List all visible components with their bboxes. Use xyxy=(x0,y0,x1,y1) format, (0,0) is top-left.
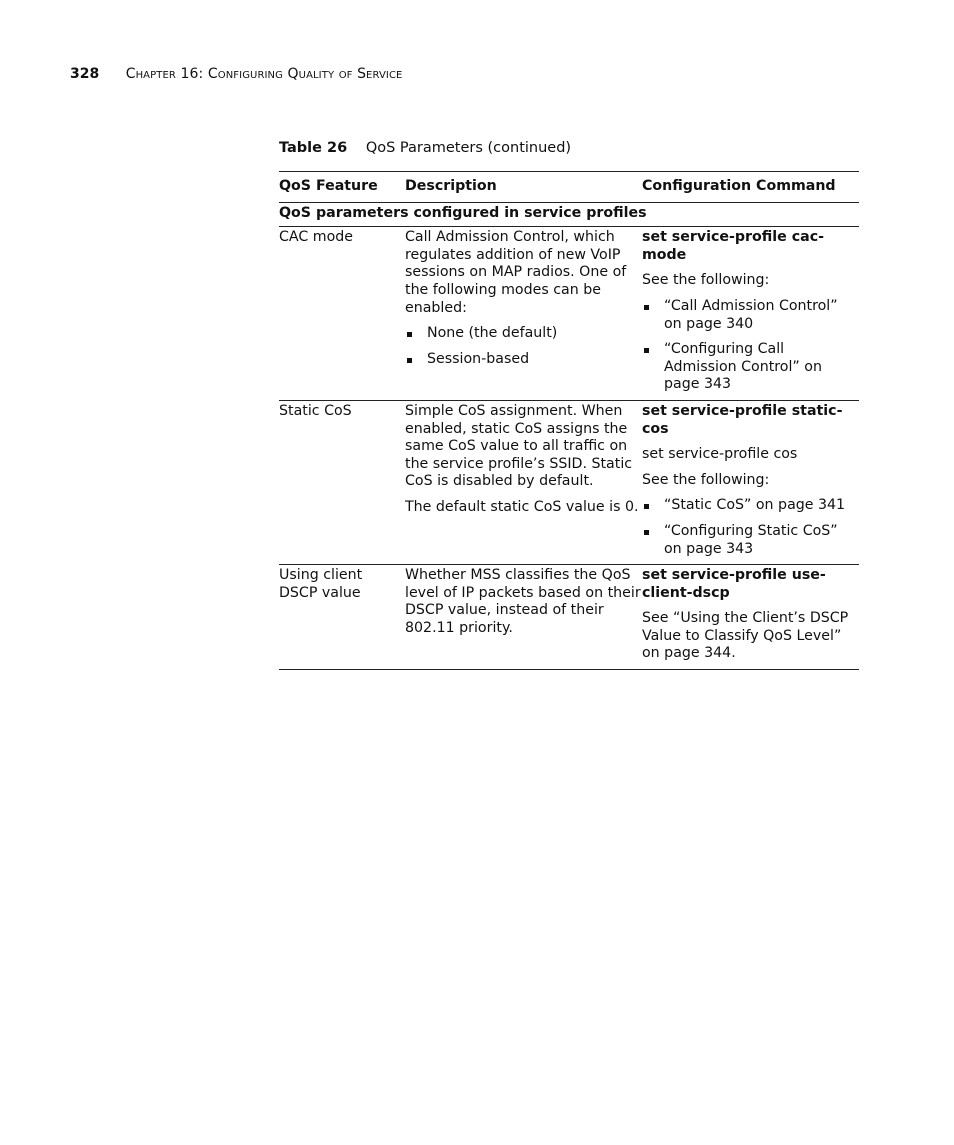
page-header xyxy=(70,66,402,82)
column-header-command: Configuration Command xyxy=(642,178,836,194)
table-header-row xyxy=(279,172,859,202)
table-label: Table 26 xyxy=(279,140,348,156)
feature-cell: Static CoS xyxy=(279,402,352,419)
description-bullet: Session-based xyxy=(405,351,642,369)
command-cell xyxy=(642,403,859,558)
description-cell xyxy=(405,567,642,663)
see-text: See “Using the Client’s DSCP Value to Classify QoS Level” on page 344. xyxy=(642,610,849,662)
reference-bullet: “Static CoS” on page 341 xyxy=(642,497,859,515)
table-row xyxy=(279,565,859,669)
table-row xyxy=(279,227,859,400)
command-cell xyxy=(642,567,859,663)
description-cell xyxy=(405,229,642,394)
section-heading: QoS parameters configured in service profiles xyxy=(279,204,647,221)
command-cell xyxy=(642,229,859,394)
description-text: The default static CoS value is 0. xyxy=(405,498,639,515)
description-cell xyxy=(405,403,642,558)
command-text: set service-profile use-client-dscp xyxy=(642,567,826,601)
feature-cell: Using client DSCP value xyxy=(279,567,363,601)
description-text: Call Admission Control, which regulates addition of new VoIP sessions on MAP radios. One of the following modes can be enabled: xyxy=(405,229,627,316)
description-bullet: None (the default) xyxy=(405,325,642,343)
column-header-description: Description xyxy=(405,178,497,194)
reference-bullet: “Call Admission Control” on page 340 xyxy=(642,298,859,333)
reference-bullet: “Configuring Static CoS” on page 343 xyxy=(642,523,859,558)
command-text: set service-profile static-cos xyxy=(642,402,843,437)
table-row xyxy=(279,401,859,564)
chapter-title: Chapter 16: Configuring Quality of Service xyxy=(125,66,403,82)
command-text: set service-profile cac-mode xyxy=(642,229,825,263)
command-text: set service-profile cos xyxy=(642,446,798,463)
qos-parameters-table xyxy=(279,171,859,670)
page-number: 328 xyxy=(70,66,100,82)
description-text: Whether MSS classifies the QoS level of IP packets based on their DSCP value, instead of their 802.11 priority. xyxy=(405,567,641,636)
reference-bullet: “Configuring Call Admission Control” on page 343 xyxy=(642,341,859,394)
see-text: See the following: xyxy=(642,272,770,289)
table-title: QoS Parameters (continued) xyxy=(365,140,572,156)
feature-cell: CAC mode xyxy=(279,229,354,246)
table-caption xyxy=(279,140,571,156)
description-text: Simple CoS assignment. When enabled, static CoS assigns the same CoS value to all traffic on the service profile’s SSID. Static CoS is disabled by default. xyxy=(405,402,633,490)
see-text: See the following: xyxy=(642,471,770,488)
column-header-feature: QoS Feature xyxy=(279,178,378,194)
